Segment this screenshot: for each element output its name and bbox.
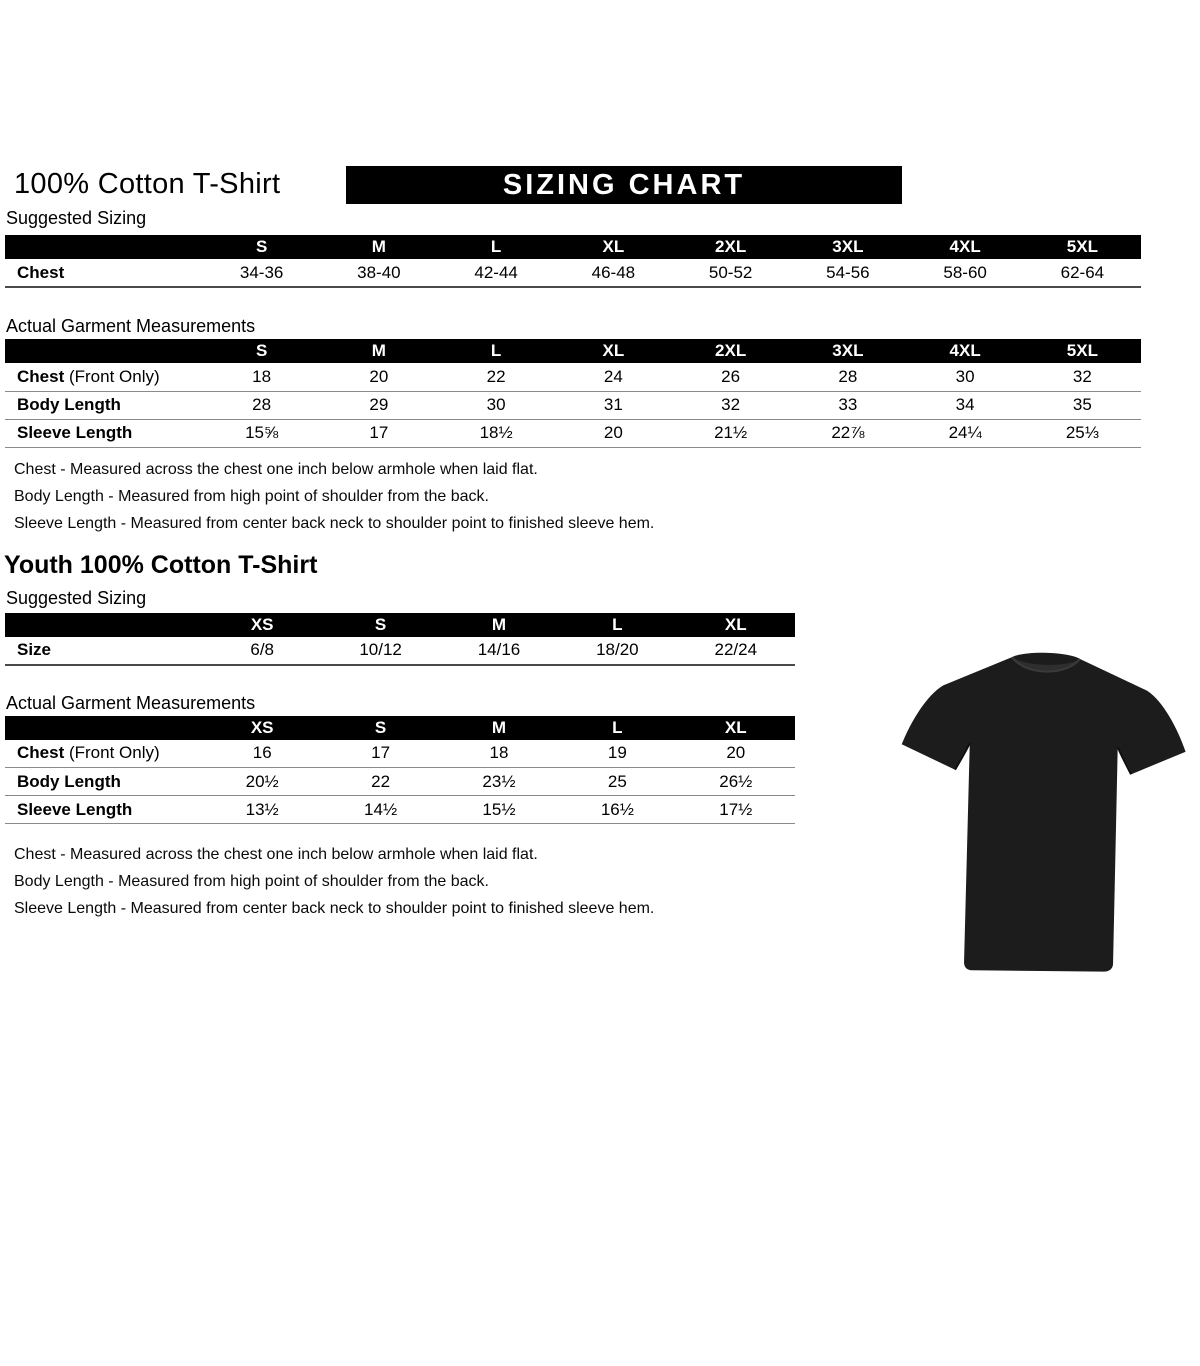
size-col-header: XS xyxy=(203,716,321,740)
measurement-cell: 13½ xyxy=(245,799,279,819)
adult-actual-table xyxy=(5,339,1141,448)
youth-actual-heading: Actual Garment Measurements xyxy=(6,692,256,713)
size-col-header: 4XL xyxy=(907,339,1024,363)
size-col-header: M xyxy=(320,339,437,363)
measurement-cell: 62-64 xyxy=(1060,262,1105,282)
size-col-header: 3XL xyxy=(789,339,906,363)
measurement-cell: 31 xyxy=(603,395,623,414)
measurement-cell: 24 xyxy=(603,366,623,386)
size-col-header: 2XL xyxy=(672,235,789,259)
table-row xyxy=(5,740,795,768)
row-label xyxy=(5,740,203,768)
table-row xyxy=(5,363,1141,391)
row-label xyxy=(5,637,203,665)
row-label xyxy=(5,768,203,796)
measurement-cell: 17 xyxy=(369,423,389,442)
size-col-header: M xyxy=(440,716,558,740)
measurement-cell: 22 xyxy=(486,366,506,386)
adult-section-title: 100% Cotton T-Shirt xyxy=(14,168,281,200)
measurement-cell: 20 xyxy=(603,423,623,442)
measurement-cell: 34-36 xyxy=(239,262,284,282)
adult-actual-heading: Actual Garment Measurements xyxy=(6,316,256,336)
measurement-cell: 30 xyxy=(955,366,975,386)
measurement-cell: 29 xyxy=(369,395,389,414)
row-label-text: Chest xyxy=(17,262,65,282)
row-label-text: Sleeve Length xyxy=(17,799,133,819)
measurement-cell: 34 xyxy=(955,395,975,414)
size-col-header: 3XL xyxy=(789,235,906,259)
row-label-suffix: (Front Only) xyxy=(64,743,160,763)
row-label-suffix: (Front Only) xyxy=(64,366,160,386)
measurement-cell: 14½ xyxy=(364,799,398,819)
measurement-cell: 19 xyxy=(607,743,627,763)
measurement-cell: 18 xyxy=(489,743,509,763)
measurement-cell: 38-40 xyxy=(357,262,401,282)
measurement-cell: 28 xyxy=(252,395,272,414)
measurement-cell: 30 xyxy=(486,395,506,414)
empty-corner-cell xyxy=(5,339,203,363)
row-label-text: Body Length xyxy=(17,771,121,791)
size-col-header: XL xyxy=(555,235,672,259)
row-label xyxy=(5,391,203,419)
youth-actual-table xyxy=(5,716,795,825)
note-sleeve-length: Sleeve Length - Measured from center back neck to shoulder point to finished sleeve hem. xyxy=(14,900,655,917)
row-label-text: Chest xyxy=(17,743,65,763)
measurement-cell: 28 xyxy=(838,366,858,386)
size-col-header: XS xyxy=(203,613,321,637)
sizing-chart-page xyxy=(0,166,1200,1366)
adult-suggested-header-row xyxy=(5,235,1141,259)
size-col-header: 4XL xyxy=(907,235,1024,259)
table-row xyxy=(5,768,795,796)
measurement-cell: 50-52 xyxy=(708,262,753,282)
measurement-cell: 32 xyxy=(721,395,741,414)
measurement-cell: 42-44 xyxy=(474,262,518,282)
row-label xyxy=(5,363,203,391)
measurement-cell: 20 xyxy=(369,366,389,386)
row-label-text: Body Length xyxy=(17,395,121,414)
measurement-cell: 46-48 xyxy=(591,262,636,282)
measurement-cell: 54-56 xyxy=(826,262,870,282)
size-col-header: S xyxy=(203,235,320,259)
row-label-text: Sleeve Length xyxy=(17,423,133,442)
measurement-cell: 16 xyxy=(252,743,272,763)
measurement-cell: 22⅞ xyxy=(831,423,865,442)
size-col-header: 5XL xyxy=(1024,235,1141,259)
measurement-cell: 26½ xyxy=(719,771,753,791)
measurement-cell: 32 xyxy=(1072,366,1092,386)
measurement-cell: 58-60 xyxy=(943,262,987,282)
measurement-cell: 22/24 xyxy=(714,640,758,659)
note-chest: Chest - Measured across the chest one inch below armhole when laid flat. xyxy=(14,846,538,863)
size-col-header: XL xyxy=(555,339,672,363)
sizing-chart-banner-text: SIZING CHART xyxy=(502,168,746,201)
youth-suggested-heading: Suggested Sizing xyxy=(6,587,147,608)
measurement-cell: 15⅝ xyxy=(245,423,279,442)
measurement-cell: 17 xyxy=(371,743,391,763)
size-col-header: XL xyxy=(677,716,795,740)
empty-corner-cell xyxy=(5,613,203,637)
size-col-header: S xyxy=(203,339,320,363)
size-col-header: S xyxy=(321,716,439,740)
measurement-cell: 14/16 xyxy=(477,640,521,659)
size-col-header: 2XL xyxy=(672,339,789,363)
table-row xyxy=(5,637,795,665)
size-col-header: S xyxy=(321,613,439,637)
measurement-cell: 22 xyxy=(371,771,391,791)
sizing-chart-banner xyxy=(346,166,902,204)
measurement-cell: 20½ xyxy=(245,771,279,791)
measurement-cell: 6/8 xyxy=(250,640,275,659)
table-row xyxy=(5,796,795,824)
youth-suggested-header-row xyxy=(5,613,795,637)
measurement-cell: 23½ xyxy=(482,771,516,791)
measurement-cell: 33 xyxy=(838,395,858,414)
youth-section-title: Youth 100% Cotton T-Shirt xyxy=(4,550,318,579)
measurement-cell: 25⅓ xyxy=(1065,423,1099,442)
measurement-cell: 26 xyxy=(721,366,741,386)
row-label xyxy=(5,796,203,824)
tshirt-image xyxy=(888,638,1197,986)
measurement-cell: 21½ xyxy=(714,423,748,442)
size-col-header: L xyxy=(558,613,676,637)
adult-notes xyxy=(14,456,1200,537)
note-chest: Chest - Measured across the chest one inch below armhole when laid flat. xyxy=(14,460,538,478)
table-row xyxy=(5,391,1141,419)
measurement-cell: 24¼ xyxy=(948,423,982,442)
size-col-header: 5XL xyxy=(1024,339,1141,363)
measurement-cell: 25 xyxy=(607,771,627,791)
header-row xyxy=(0,166,1200,205)
measurement-cell: 16½ xyxy=(600,799,634,819)
tshirt-graphic xyxy=(888,638,1197,986)
table-row xyxy=(5,419,1141,447)
size-col-header: L xyxy=(438,235,555,259)
size-col-header: L xyxy=(438,339,555,363)
youth-suggested-table xyxy=(5,613,795,666)
empty-corner-cell xyxy=(5,235,203,259)
measurement-cell: 20 xyxy=(726,743,746,763)
measurement-cell: 18/20 xyxy=(596,640,639,659)
row-label-text: Chest xyxy=(17,366,65,386)
measurement-cell: 18 xyxy=(252,366,272,386)
measurement-cell: 18½ xyxy=(479,423,513,442)
size-col-header: M xyxy=(440,613,558,637)
measurement-cell: 17½ xyxy=(719,799,753,819)
row-label xyxy=(5,419,203,447)
empty-corner-cell xyxy=(5,716,203,740)
adult-actual-header-row xyxy=(5,339,1141,363)
measurement-cell: 15½ xyxy=(482,799,516,819)
row-label xyxy=(5,259,203,287)
measurement-cell: 35 xyxy=(1072,395,1092,414)
note-sleeve-length: Sleeve Length - Measured from center back neck to shoulder point to finished sleeve hem. xyxy=(14,514,655,532)
youth-actual-header-row xyxy=(5,716,795,740)
note-body-length: Body Length - Measured from high point of shoulder from the back. xyxy=(14,487,489,505)
adult-suggested-table xyxy=(5,235,1141,288)
adult-suggested-heading: Suggested Sizing xyxy=(6,208,147,228)
measurement-cell: 10/12 xyxy=(359,640,402,659)
note-body-length: Body Length - Measured from high point of shoulder from the back. xyxy=(14,873,489,890)
table-row xyxy=(5,259,1141,287)
size-col-header: L xyxy=(558,716,676,740)
row-label-text: Size xyxy=(17,640,52,659)
size-col-header: M xyxy=(320,235,437,259)
size-col-header: XL xyxy=(677,613,795,637)
